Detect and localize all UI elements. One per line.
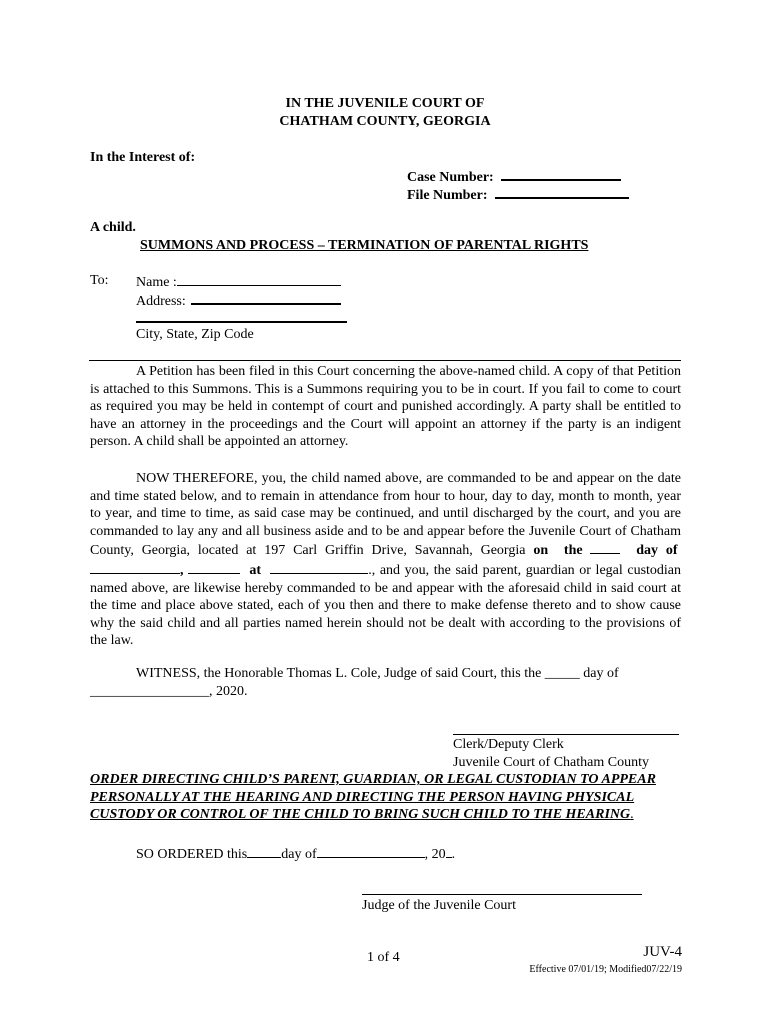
- city-label: City, State, Zip Code: [136, 327, 254, 342]
- court-heading: [0, 95, 770, 130]
- command-text: NOW THEREFORE, you, the child named above, are commanded to be and appear on the date and time stated below, and to remain in attendance from hour to hour, day to day, month to month, year to year, and time to time, as said case may be continued, and until discharged by the court, and you are commanded to lay any and all business aside and to be and appear before the Juvenile Court of Chatham County, Georgia, located at 197 Carl Griffin Drive, Savannah, Georgia: [90, 471, 681, 559]
- witness-paragraph: [90, 665, 681, 700]
- clerk-title: Clerk/Deputy Clerk: [453, 737, 564, 752]
- order-heading-text: ORDER DIRECTING CHILD’S PARENT, GUARDIAN, OR LEGAL CUSTODIAN TO APPEAR PERSONALLY AT THE HEARING AND DIRECTING THE PERSON HAVING PHYSICAL CUSTODY OR CONTROL OF THE CHILD TO BRING SUCH CHILD TO THE HEARING: [90, 772, 656, 823]
- court-line-1: IN THE JUVENILE COURT OF: [285, 96, 485, 111]
- judge-signature-line[interactable]: [362, 894, 642, 895]
- day-of-word: day of: [636, 543, 678, 559]
- court-line-2: CHATHAM COUNTY, GEORGIA: [279, 113, 491, 129]
- clerk-block: [453, 736, 649, 771]
- so-ordered-row: [136, 844, 455, 864]
- so-ordered-text: SO ORDERED this: [136, 847, 248, 862]
- order-month-field[interactable]: [317, 844, 425, 858]
- hearing-year-field[interactable]: [188, 560, 240, 574]
- case-number-label: Case Number:: [407, 170, 494, 185]
- address-label: Address:: [136, 294, 186, 309]
- witness-date: _________________, 2020.: [90, 683, 248, 699]
- file-number-field[interactable]: [495, 184, 629, 199]
- judge-label: Judge of the Juvenile Court: [362, 898, 516, 913]
- petition-text: A Petition has been filed in this Court concerning the above-named child. A copy of that Petition is attached to this Summons. This is a Summons requiring you to be in court. If you fail to come to court as required you may be held in contempt of court and punished accordingly. A party shall be entitled to have an attorney in the proceedings and the Court will appoint an attorney if the party is an indigent person. A child shall be appointed an attorney.: [90, 364, 681, 450]
- file-number-label: File Number:: [407, 188, 488, 203]
- now-therefore-paragraph: [90, 470, 681, 650]
- so-ordered-period: .: [451, 847, 456, 862]
- at-word: at: [249, 562, 261, 578]
- to-label: To:: [90, 273, 109, 288]
- document-title: SUMMONS AND PROCESS – TERMINATION OF PARENTAL RIGHTS: [140, 238, 589, 253]
- order-period: .: [630, 807, 634, 823]
- address-line-2[interactable]: [136, 321, 347, 323]
- on-word: on: [533, 543, 549, 559]
- witness-text: WITNESS, the Honorable Thomas L. Cole, Judge of said Court, this the _____ day of: [136, 666, 619, 681]
- so-ordered-year-prefix: , 20: [424, 847, 446, 862]
- address-row: [136, 290, 341, 311]
- child-label: A child.: [90, 220, 136, 235]
- parent-command-text: ., and you, the said parent, guardian or legal custodian named above, are likewise hereby commanded to be and appear with the aforesaid child in said court at the time and place above stated, each of you then and there to make defense thereto and to show cause why the said child and all parties named herein should not be dealt with according to the provisions of the law.: [90, 562, 682, 649]
- name-label: Name :: [136, 275, 177, 290]
- case-number-field[interactable]: [501, 166, 621, 181]
- order-heading: [90, 771, 680, 824]
- comma: ,: [180, 562, 184, 578]
- name-field[interactable]: [177, 272, 341, 286]
- clerk-signature-line[interactable]: [453, 734, 679, 735]
- hearing-time-field[interactable]: [270, 560, 368, 574]
- hearing-day-field[interactable]: [590, 540, 620, 554]
- hearing-month-field[interactable]: [90, 560, 180, 574]
- petition-paragraph: [90, 363, 681, 451]
- page-number: 1 of 4: [367, 950, 400, 965]
- so-ordered-day-of: day of: [281, 847, 317, 862]
- clerk-court: Juvenile Court of Chatham County: [453, 754, 649, 770]
- order-day-field[interactable]: [247, 844, 281, 858]
- effective-date: Effective 07/01/19; Modified07/22/19: [529, 964, 682, 975]
- the-word: the: [563, 543, 583, 559]
- section-divider: [89, 360, 681, 361]
- file-number-row: [407, 184, 629, 205]
- address-field[interactable]: [191, 290, 341, 305]
- interest-label: In the Interest of:: [90, 150, 196, 165]
- form-id: JUV-4: [643, 944, 682, 960]
- name-row: [136, 272, 341, 292]
